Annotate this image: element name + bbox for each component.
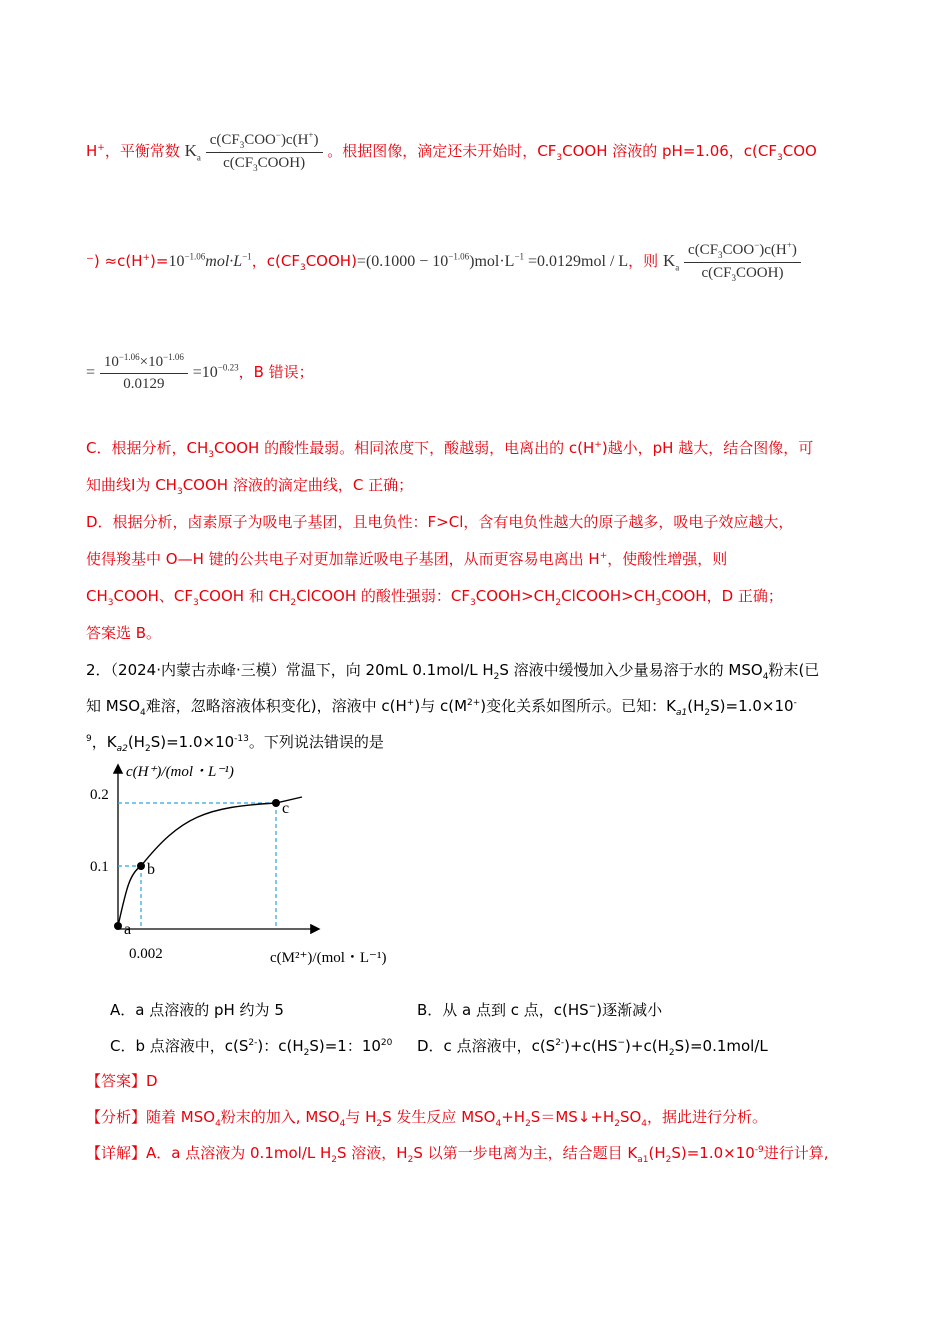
point-label-b: b [147,861,155,878]
option-b[interactable]: B．从 a 点到 c 点，c(HS−)逐渐减小 [417,1001,663,1019]
ch-curve [118,797,302,926]
y-tick-0-2: 0.2 [90,787,109,803]
point-c [272,799,280,807]
point-label-a: a [124,921,132,938]
x-axis-label: c(M²⁺)/(mol・L⁻¹) [270,950,387,966]
point-a [114,922,122,930]
c-line-2: 知曲线Ⅰ为 $CH_3COOH$ 溶液的滴定曲线，C 正确； [86,476,414,497]
q2-line-2: 知 $MSO_4$难溶，忽略溶液体积变化)，溶液中 c(H+)与 $c(M^{2+})$变化关系如图所示。已知：$K_{a1}(H_2S)=1.0\times 10^-$ [86,697,797,718]
answer-b: 答案选 B。 [86,624,162,642]
ka-fraction-2: $\frac{c(CF_3COO^-)c(H^+)}{c(CF_3COOH)}$ [684,240,801,283]
x-tick-0-002: 0.002 [129,946,163,962]
ch-m-chart [80,758,420,973]
option-d[interactable]: D．c 点溶液中，$c(S^{2-})+c(HS^-)+c(H_2S)=0.1mol/L$ [417,1037,768,1058]
line-p2: ⁻) $\approx c(H^+)=10^{-1.06}mol\cdot L^{-1}$，$c(CF_3COOH)=(0.1000 - 10^{-1.06})mol\cdot L^{-1} =0.0129mol / L$，则 $K_a$ $\frac{c(CF_3COO^-)c(H^+)}{c(CF_3COOH)}$ [86,240,801,283]
option-a[interactable]: A．a 点溶液的 pH 约为 5 [110,1001,284,1019]
detail-line: 【详解】A．a 点溶液为 0.1mol/L $H_2S$ 溶液，$H_2S$ 以第一步电离为主，结合题目 $K_{a1}(H_2S)=1.0\times 10^{-9}$进行计算, [86,1144,829,1165]
analysis-line: 【分析】随着 $MSO_4$粉末的加入, $MSO_4$与 $H_2S$ 发生反应 $MSO_4+H_2S=MS↓+H_2SO_4$，据此进行分析。 [86,1108,768,1129]
point-label-c: c [282,800,290,817]
calc-fraction: $\frac{10^{-1.06}\times 10^{-1.06}}{0.0129}$ [100,352,188,393]
y-tick-0-1: 0.1 [90,859,109,875]
answer-line: 【答案】D [86,1072,158,1090]
y-axis-label: c(H⁺)/(mol・L⁻¹) [126,764,234,780]
line-p3: = $\frac{10^{-1.06}\times 10^{-1.06}}{0.0129}$ $=10^{-0.23}$，B 错误； [86,352,314,392]
line-p1: H+，平衡常数 $K_a$ $\frac{c(CF_3COO^-)c(H^+)}{c(CF_3COOH)}$ 。根据图像，滴定还未开始时，$CF_3COOH$ 溶液的 pH=1.06，$c(CF_3COO$ [86,130,817,173]
d-line-1: D．根据分析，卤素原子为吸电子基团，且电负性：F>Cl，含有电负性越大的原子越多，吸电子效应越大， [86,513,794,531]
q2-line-1: 2．（2024·内蒙古赤峰·三模）常温下，向 20mL 0.1mol/L $H_2S$ 溶液中缓慢加入少量易溶于水的 $MSO_4$粉末(已 [86,661,820,682]
d-line-2: 使得羧基中 O—H 键的公共电子对更加靠近吸电子基团，从而更容易电离出 H+，使酸性增强，则 [86,550,728,568]
point-b [137,862,145,870]
data-points [114,799,289,938]
ka-fraction: $\frac{c(CF_3COO^-)c(H^+)}{c(CF_3COOH)}$ [206,130,323,173]
option-c[interactable]: C．b 点溶液中，$c(S^{2-})$：$c(H_2S)=1$：$10^{20}$ [110,1037,393,1058]
ka-symbol-2: $K_a$ [662,251,680,273]
c-line-1: C．根据分析，$CH_3COOH$ 的酸性最弱。相同浓度下，酸越弱，电离出的 c(H+)越小，pH 越大，结合图像，可 [86,439,814,460]
q2-line-3: $^9$，$K_{a2}(H_2S)=1.0\times 10^{-13}$。下列说法错误的是 [86,733,384,754]
ka-symbol: $K_a$ [184,141,201,163]
d-line-3: $CH_3COOH$、$CF_3COOH$ 和 $CH_2ClCOOH$ 的酸性强弱：$CF_3COOH>CH_2ClCOOH>CH_3COOH$，D 正确； [86,587,783,608]
